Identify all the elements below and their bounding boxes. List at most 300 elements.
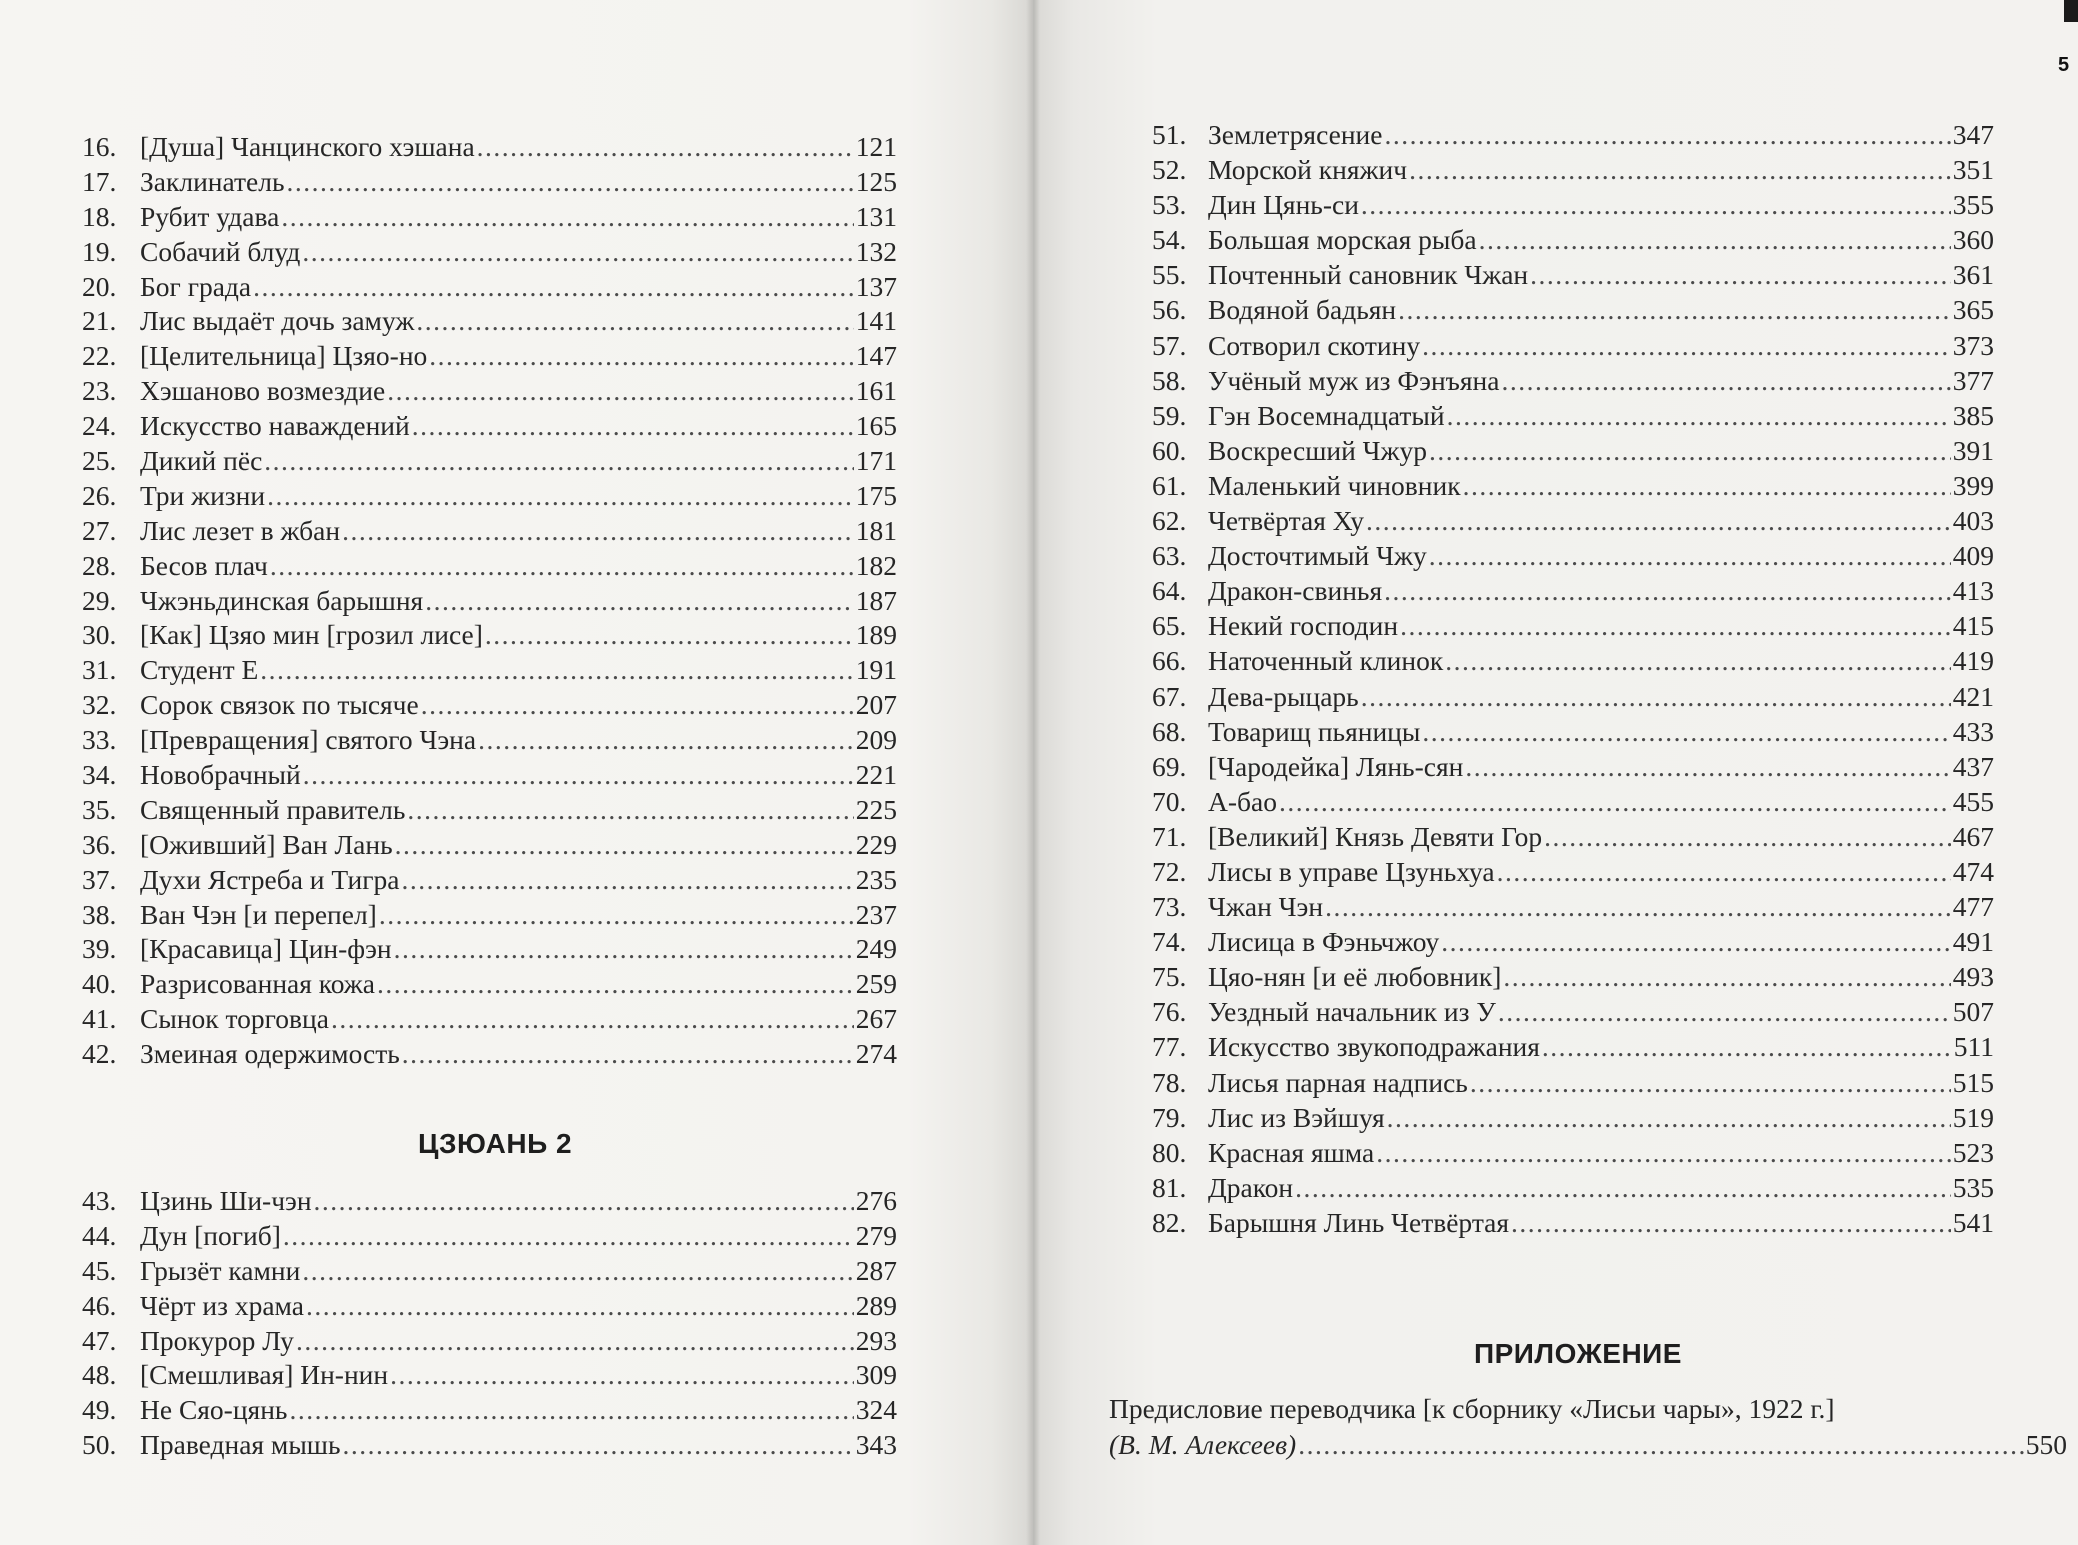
appendix-title-line: Предисловие переводчика [к сборнику «Лисьи чары», 1922 г.] [1109, 1393, 1835, 1424]
entry-title: Искусство звукоподражания [1208, 1031, 1540, 1063]
entry-page-number: 351 [1952, 154, 1994, 186]
toc-entry [1152, 1065, 1994, 1100]
toc-entry [1152, 187, 1994, 222]
entry-page-number: 221 [855, 759, 897, 791]
page-corner-tab [2064, 0, 2078, 22]
entry-number: 71. [1152, 820, 1187, 852]
toc-entry [82, 618, 897, 653]
dot-leader [1398, 292, 1951, 327]
dot-leader [412, 409, 854, 444]
entry-number: 47. [82, 1324, 117, 1356]
toc-entry [1152, 573, 1994, 608]
entry-number: 28. [82, 549, 117, 581]
dot-leader [1279, 784, 1951, 819]
entry-number: 24. [82, 410, 117, 442]
entry-title: Чжэньдинская барышня [140, 584, 424, 616]
entry-title: Три жизни [140, 479, 266, 511]
entry-number: 82. [1152, 1206, 1187, 1238]
entry-number: 78. [1152, 1066, 1187, 1098]
entry-title: Лис из Вэйшуя [1208, 1101, 1385, 1133]
dot-leader [1400, 608, 1951, 643]
entry-number: 57. [1152, 329, 1187, 361]
toc-entry [1152, 503, 1994, 538]
entry-number: 43. [82, 1185, 117, 1216]
entry-number: 48. [82, 1359, 117, 1391]
entry-title: Лисица в Фэньчжоу [1208, 926, 1440, 958]
entry-number: 74. [1152, 926, 1187, 958]
entry-title: Цзинь Ши-чэн [140, 1185, 312, 1216]
entry-page-number: 289 [855, 1289, 897, 1321]
toc-entry [82, 549, 897, 584]
dot-leader [485, 618, 854, 653]
entry-title: Наточенный клинок [1208, 645, 1444, 677]
entry-title: Грызёт камни [140, 1254, 301, 1286]
toc-entry [1152, 538, 1994, 573]
entry-page-number: 515 [1952, 1066, 1994, 1098]
entry-page-number: 324 [855, 1394, 897, 1426]
toc-entry [82, 1289, 897, 1324]
entry-title: Ван Чэн [и перепел] [140, 898, 377, 930]
entry-title: Воскресший Чжур [1208, 434, 1428, 466]
entry-page-number: 365 [1952, 294, 1994, 326]
entry-number: 49. [82, 1394, 117, 1426]
toc-entry [82, 444, 897, 479]
entry-title: Хэшаново возмездие [140, 375, 386, 407]
toc-entry [82, 1219, 897, 1254]
entry-number: 70. [1152, 785, 1187, 817]
entry-number: 34. [82, 759, 117, 791]
dot-leader [421, 688, 854, 723]
toc-entry [1152, 994, 1994, 1029]
dot-leader [1325, 889, 1951, 924]
entry-number: 19. [82, 235, 117, 267]
appendix-author-line [1109, 1427, 2067, 1463]
dot-leader [1501, 363, 1950, 398]
toc-entry [1152, 398, 1994, 433]
entry-title: [Чародейка] Лянь-сян [1208, 750, 1464, 782]
dot-leader [394, 932, 854, 967]
dot-leader [1376, 1135, 1951, 1170]
dot-leader [1295, 1170, 1951, 1205]
toc-entry [82, 479, 897, 514]
entry-page-number: 403 [1952, 505, 1994, 537]
dot-leader [1465, 749, 1950, 784]
left-page [0, 0, 1032, 1545]
entry-number: 44. [82, 1219, 117, 1251]
entry-page-number: 207 [855, 689, 897, 721]
entry-page-number: 360 [1952, 224, 1994, 256]
dot-leader [402, 1037, 854, 1072]
entry-page-number: 373 [1952, 329, 1994, 361]
entry-page-number: 535 [1952, 1171, 1994, 1203]
entry-number: 35. [82, 793, 117, 825]
entry-title: Уездный начальник из У [1208, 996, 1496, 1028]
entry-page-number: 361 [1952, 259, 1994, 291]
toc-entry [82, 828, 897, 863]
dot-leader [302, 235, 853, 270]
entry-page-number: 455 [1952, 785, 1994, 817]
entry-number: 27. [82, 514, 117, 546]
entry-page-number: 287 [855, 1254, 897, 1286]
toc-entry [1152, 959, 1994, 994]
entry-title: Чжан Чэн [1208, 891, 1324, 923]
dot-leader [303, 758, 854, 793]
entry-number: 18. [82, 200, 117, 232]
dot-leader [289, 1393, 853, 1428]
entry-page-number: 343 [855, 1429, 897, 1461]
section-title-appendix: ПРИЛОЖЕНИЕ [1474, 1338, 1682, 1369]
toc-entry [1152, 117, 1994, 152]
dot-leader [1498, 994, 1951, 1029]
entry-number: 52. [1152, 154, 1187, 186]
entry-number: 64. [1152, 575, 1187, 607]
toc-entry [82, 304, 897, 339]
toc-entry [82, 374, 897, 409]
dot-leader [331, 1002, 854, 1037]
toc-entry [1152, 222, 1994, 257]
entry-number: 80. [1152, 1136, 1187, 1168]
entry-page-number: 541 [1952, 1206, 1994, 1238]
entry-number: 17. [82, 165, 117, 197]
entry-page-number: 225 [855, 793, 897, 825]
entry-title: Водяной бадьян [1208, 294, 1397, 326]
toc-entry [82, 898, 897, 933]
entry-page-number: 276 [855, 1185, 897, 1216]
dot-leader [1447, 398, 1951, 433]
dot-leader [1384, 573, 1951, 608]
dot-leader [270, 549, 854, 584]
dot-leader [302, 1254, 853, 1289]
entry-page-number: 147 [855, 340, 897, 372]
entry-page-number: 187 [855, 584, 897, 616]
entry-page-number: 437 [1952, 750, 1994, 782]
entry-number: 58. [1152, 364, 1187, 396]
dot-leader [1429, 433, 1951, 468]
toc-entry [1152, 1100, 1994, 1135]
entry-title: Лис лезет в жбан [140, 514, 341, 546]
dot-leader [395, 828, 854, 863]
entry-number: 33. [82, 724, 117, 756]
entry-title: [Оживший] Ван Лань [140, 828, 393, 860]
entry-page-number: 165 [855, 410, 897, 442]
entry-number: 68. [1152, 715, 1187, 747]
entry-title: Большая морская рыба [1208, 224, 1477, 256]
toc-entry [82, 1393, 897, 1428]
toc-entry [1152, 643, 1994, 678]
entry-title: Учёный муж из Фэнъяна [1208, 364, 1500, 396]
toc-entry [82, 653, 897, 688]
dot-leader [1298, 1427, 2024, 1463]
entry-page-number: 131 [855, 200, 897, 232]
entry-number: 60. [1152, 434, 1187, 466]
toc-entry [1152, 924, 1994, 959]
entry-number: 23. [82, 375, 117, 407]
entry-title: Четвёртая Ху [1208, 505, 1364, 537]
entry-title: Собачий блуд [140, 235, 301, 267]
toc-entry [82, 932, 897, 967]
dot-leader [1361, 679, 1951, 714]
dot-leader [1422, 328, 1951, 363]
entry-number: 54. [1152, 224, 1187, 256]
toc-entry [1152, 152, 1994, 187]
entry-title: Барышня Линь Четвёртая [1208, 1206, 1510, 1238]
entry-title: Землетрясение [1208, 119, 1383, 150]
dot-leader [1429, 538, 1951, 573]
toc-entry [1152, 1205, 1994, 1240]
toc-entry [1152, 433, 1994, 468]
entry-page-number: 421 [1952, 680, 1994, 712]
entry-number: 36. [82, 828, 117, 860]
toc-entry [82, 200, 897, 235]
entry-title: Досточтимый Чжу [1208, 540, 1427, 572]
toc-entry [82, 235, 897, 270]
entry-page-number: 235 [855, 863, 897, 895]
entry-title: Цяо-нян [и её любовник] [1208, 961, 1502, 993]
entry-page-number: 132 [855, 235, 897, 267]
toc-entry [82, 1324, 897, 1359]
dot-leader [1384, 117, 1950, 152]
toc-entry [82, 584, 897, 619]
entry-page-number: 391 [1952, 434, 1994, 466]
dot-leader [253, 270, 854, 305]
entry-page-number: 229 [855, 828, 897, 860]
entry-page-number: 293 [855, 1324, 897, 1356]
entry-page-number: 279 [855, 1219, 897, 1251]
page-number: 5 [2058, 54, 2070, 76]
entry-title: Змеиная одержимость [140, 1038, 400, 1070]
entry-page-number: 182 [855, 549, 897, 581]
entry-title: Лис выдаёт дочь замуж [140, 305, 415, 337]
dot-leader [343, 1428, 854, 1463]
entry-number: 61. [1152, 469, 1187, 501]
appendix-entry [1109, 1391, 2067, 1463]
dot-leader [314, 1184, 854, 1219]
toc-entry [1152, 363, 1994, 398]
toc-entry [82, 863, 897, 898]
dot-leader [260, 653, 853, 688]
entry-page-number: 355 [1952, 189, 1994, 221]
entry-page-number: 137 [855, 270, 897, 302]
dot-leader [1445, 643, 1951, 678]
dot-leader [1503, 959, 1950, 994]
entry-number: 30. [82, 619, 117, 651]
toc-entry [1152, 819, 1994, 854]
dot-leader [1409, 152, 1951, 187]
entry-title: Лисья парная надпись [1208, 1066, 1468, 1098]
dot-leader [281, 200, 853, 235]
toc-entry [82, 409, 897, 444]
entry-page-number: 477 [1952, 891, 1994, 923]
dot-leader [1441, 924, 1951, 959]
entry-page-number: 267 [855, 1003, 897, 1035]
entry-number: 26. [82, 479, 117, 511]
toc-entry [82, 1428, 897, 1463]
entry-number: 72. [1152, 855, 1187, 887]
entry-title: Морской княжич [1208, 154, 1408, 186]
entry-number: 41. [82, 1003, 117, 1035]
entry-title: [Превращения] святого Чэна [140, 724, 477, 756]
entry-title: Духи Ястреба и Тигра [140, 863, 400, 895]
entry-title: Бесов плач [140, 549, 268, 581]
toc-entry [1152, 889, 1994, 924]
entry-title: Товарищ пьяницы [1208, 715, 1421, 747]
toc-entry [1152, 1170, 1994, 1205]
entry-title: Гэн Восемнадцатый [1208, 399, 1445, 431]
entry-page-number: 467 [1952, 820, 1994, 852]
entry-number: 21. [82, 305, 117, 337]
book-spine-shadow [1026, 0, 1040, 1545]
entry-page-number: 161 [855, 375, 897, 407]
dot-leader [379, 898, 854, 933]
dot-leader [425, 584, 854, 619]
entry-title: Дракон-свинья [1208, 575, 1383, 607]
entry-title: Дикий пёс [140, 445, 263, 477]
entry-title: [Душа] Чанцинского хэшана [140, 131, 475, 162]
entry-number: 50. [82, 1429, 117, 1461]
entry-page-number: 237 [855, 898, 897, 930]
entry-number: 37. [82, 863, 117, 895]
entry-page-number: 413 [1952, 575, 1994, 607]
entry-page-number: 121 [855, 131, 897, 162]
entry-number: 73. [1152, 891, 1187, 923]
dot-leader [401, 863, 853, 898]
entry-number: 16. [82, 131, 117, 162]
entry-number: 29. [82, 584, 117, 616]
dot-leader [1497, 854, 1951, 889]
dot-leader [1366, 503, 1951, 538]
entry-page-number: 309 [855, 1359, 897, 1391]
entry-title: Заклинатель [140, 165, 285, 197]
toc-entry [82, 339, 897, 374]
entry-title: Дин Цянь-си [1208, 189, 1359, 221]
toc-entry [82, 130, 897, 165]
entry-number: 53. [1152, 189, 1187, 221]
entry-number: 65. [1152, 610, 1187, 642]
entry-page-number: 191 [855, 654, 897, 686]
entry-number: 63. [1152, 540, 1187, 572]
toc-entry [82, 758, 897, 793]
entry-title: [Как] Цзяо мин [грозил лисе] [140, 619, 483, 651]
dot-leader [1479, 222, 1951, 257]
entry-title: Сотворил скотину [1208, 329, 1421, 361]
entry-title: Почтенный сановник Чжан [1208, 259, 1529, 291]
entry-page-number: 274 [855, 1038, 897, 1070]
entry-number: 81. [1152, 1171, 1187, 1203]
entry-page-number: 415 [1952, 610, 1994, 642]
entry-page-number: 519 [1952, 1101, 1994, 1133]
toc-entry [1152, 679, 1994, 714]
dot-leader [1544, 819, 1951, 854]
dot-leader [1542, 1029, 1952, 1064]
entry-number: 32. [82, 689, 117, 721]
dot-leader [390, 1358, 854, 1393]
entry-number: 40. [82, 968, 117, 1000]
toc-list-right [1152, 117, 1994, 1240]
toc-entry [1152, 608, 1994, 643]
entry-title: Чёрт из храма [140, 1289, 304, 1321]
toc-entry [82, 270, 897, 305]
entry-page-number: 141 [855, 305, 897, 337]
entry-page-number: 385 [1952, 399, 1994, 431]
entry-number: 38. [82, 898, 117, 930]
toc-entry [1152, 292, 1994, 327]
dot-leader [1387, 1100, 1951, 1135]
entry-page-number: 209 [855, 724, 897, 756]
dot-leader [478, 723, 854, 758]
dot-leader [264, 444, 853, 479]
entry-number: 31. [82, 654, 117, 686]
dot-leader [286, 165, 853, 200]
entry-title: Прокурор Лу [140, 1324, 294, 1356]
entry-page-number: 181 [855, 514, 897, 546]
entry-number: 55. [1152, 259, 1187, 291]
entry-title: Сорок связок по тысяче [140, 689, 419, 721]
entry-page-number: 419 [1952, 645, 1994, 677]
entry-number: 79. [1152, 1101, 1187, 1133]
entry-title: А-бао [1208, 785, 1277, 817]
toc-list-left-lower [82, 1184, 897, 1463]
entry-page-number: 491 [1952, 926, 1994, 958]
section-title-czuan-2: ЦЗЮАНЬ 2 [418, 1128, 573, 1159]
entry-page-number: 507 [1952, 996, 1994, 1028]
entry-number: 77. [1152, 1031, 1187, 1063]
entry-title: Рубит удава [140, 200, 280, 232]
dot-leader [477, 130, 854, 165]
entry-page-number: 493 [1952, 961, 1994, 993]
toc-entry [82, 1002, 897, 1037]
dot-leader [407, 793, 853, 828]
dot-leader [1361, 187, 1951, 222]
entry-number: 46. [82, 1289, 117, 1321]
dot-leader [1470, 1065, 1951, 1100]
entry-title: Студент Е [140, 654, 259, 686]
entry-page-number: 189 [855, 619, 897, 651]
toc-entry [82, 514, 897, 549]
toc-entry [1152, 784, 1994, 819]
toc-list-left-upper [82, 130, 897, 1072]
entry-title: Искусство наваждений [140, 410, 410, 442]
entry-page-number: 409 [1952, 540, 1994, 572]
dot-leader [283, 1219, 854, 1254]
entry-title: Красная яшма [1208, 1136, 1375, 1168]
dot-leader [377, 967, 854, 1002]
entry-title: [Смешливая] Ин-нин [140, 1359, 389, 1391]
toc-entry [1152, 714, 1994, 749]
entry-title: Новобрачный [140, 759, 301, 791]
entry-title: [Красавица] Цин-фэн [140, 933, 392, 965]
dot-leader [296, 1324, 854, 1359]
entry-number: 75. [1152, 961, 1187, 993]
dot-leader [342, 514, 854, 549]
entry-number: 22. [82, 340, 117, 372]
entry-page-number: 399 [1952, 469, 1994, 501]
toc-entry [1152, 854, 1994, 889]
entry-title: Разрисованная кожа [140, 968, 376, 1000]
dot-leader [429, 339, 853, 374]
entry-title: Дева-рыцарь [1208, 680, 1359, 712]
toc-entry [82, 165, 897, 200]
toc-entry [1152, 1135, 1994, 1170]
entry-title: Дун [погиб] [140, 1219, 281, 1251]
entry-page-number: 175 [855, 479, 897, 511]
toc-entry [82, 688, 897, 723]
entry-number: 42. [82, 1038, 117, 1070]
entry-page-number: 347 [1952, 119, 1994, 150]
entry-title: Священный правитель [140, 793, 406, 825]
toc-entry [1152, 749, 1994, 784]
entry-page-number: 511 [1953, 1031, 1994, 1063]
entry-page-number: 433 [1952, 715, 1994, 747]
